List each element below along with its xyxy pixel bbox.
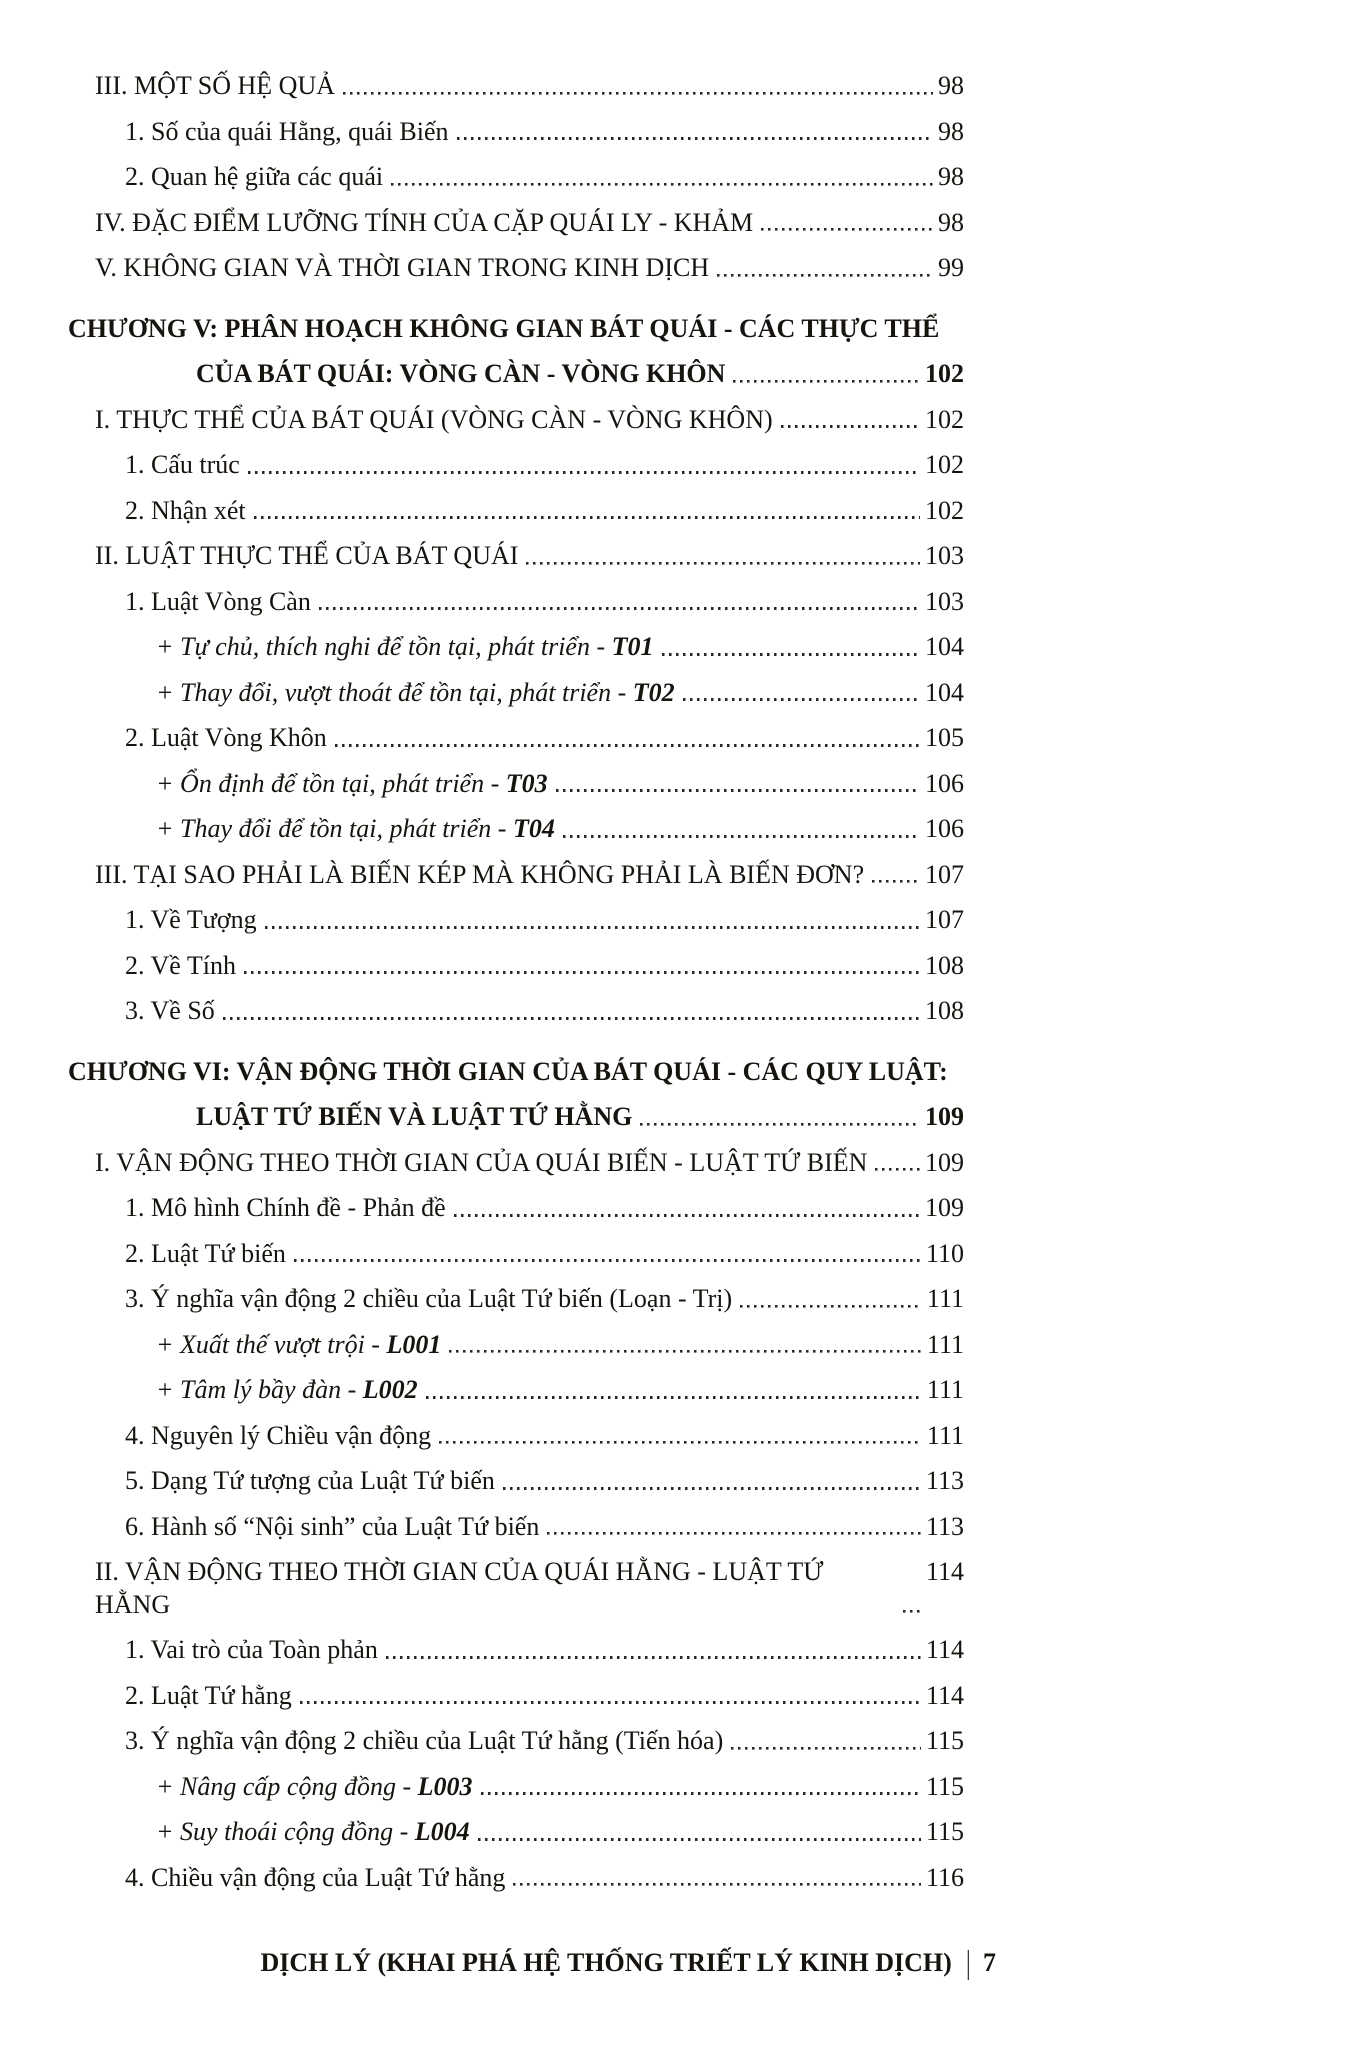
toc-entry (68, 116, 964, 149)
toc-leader-dots (717, 274, 933, 277)
toc-entry (68, 1238, 964, 1271)
toc-leader-dots (662, 653, 920, 656)
toc-entry-label: CỦA BÁT QUÁI: VÒNG CÀN - VÒNG KHÔN (196, 359, 726, 388)
toc-leader-dots (481, 1792, 921, 1795)
toc-entry-code: L003 (417, 1771, 473, 1801)
toc-list (68, 70, 964, 1907)
toc-entry (68, 677, 964, 710)
toc-entry-label: + Ổn định để tồn tại, phát triển - T03 (156, 768, 548, 798)
toc-entry (68, 813, 964, 846)
toc-leader-dots (872, 880, 920, 883)
toc-leader-dots (343, 92, 933, 95)
toc-entry-label: CHƯƠNG VI: VẬN ĐỘNG THỜI GIAN CỦA BÁT QUÁI - CÁC QUY LUẬT: (68, 1056, 948, 1086)
toc-entry (68, 768, 964, 801)
toc-page-number: 99 (938, 253, 964, 282)
toc-page-number: 102 (925, 404, 964, 434)
toc-entry (68, 1147, 964, 1180)
toc-leader-dots (761, 228, 933, 231)
toc-page-number: 102 (925, 359, 964, 388)
toc-entry-label: II. LUẬT THỰC THỂ CỦA BÁT QUÁI (95, 541, 519, 570)
toc-entry (68, 995, 964, 1028)
toc-leader-dots (740, 1305, 922, 1308)
toc-leader-dots (556, 789, 920, 792)
footer-book-title: DỊCH LÝ (KHAI PHÁ HỆ THỐNG TRIẾT LÝ KINH DỊCH) (260, 1948, 952, 1977)
toc-page-number: 116 (925, 1862, 964, 1892)
toc-leader-dots (903, 1610, 921, 1613)
toc-entry (68, 1329, 964, 1362)
toc-entry (68, 161, 964, 194)
toc-entry (68, 449, 964, 482)
toc-entry-code: T02 (632, 677, 675, 707)
toc-entry (68, 1192, 964, 1225)
toc-page-number: 102 (925, 450, 964, 479)
toc-entry-label: 2. Luật Tứ hằng (125, 1680, 292, 1710)
toc-entry (68, 1056, 964, 1089)
toc-entry-label: LUẬT TỨ BIẾN VÀ LUẬT TỨ HẰNG (196, 1102, 633, 1131)
toc-entry (68, 1816, 964, 1849)
toc-entry (68, 1101, 964, 1134)
toc-leader-dots (248, 471, 920, 474)
toc-entry-label: II. VẬN ĐỘNG THEO THỜI GIAN CỦA QUÁI HẰNG - LUẬT TỨ HẰNG (95, 1557, 830, 1619)
toc-leader-dots (563, 835, 920, 838)
toc-entry-code: L004 (414, 1817, 470, 1846)
toc-page-number: 98 (938, 71, 964, 100)
toc-entry (68, 495, 964, 528)
toc-leader-dots (386, 1656, 921, 1659)
toc-page-number: 108 (925, 996, 964, 1025)
toc-entry (68, 1725, 964, 1758)
toc-entry (68, 1465, 964, 1498)
toc-entry (68, 1556, 964, 1621)
toc-leader-dots (457, 137, 934, 140)
toc-entry-label: 2. Nhận xét (125, 495, 246, 525)
toc-leader-dots (503, 1487, 921, 1490)
toc-entry-label: + Thay đổi để tồn tại, phát triển - T04 (156, 814, 555, 843)
toc-page-number: 104 (925, 677, 964, 707)
toc-page-number: 111 (926, 1420, 964, 1450)
toc-page-number: 109 (925, 1147, 964, 1177)
toc-leader-dots (513, 1883, 921, 1886)
toc-leader-dots (223, 1017, 920, 1020)
toc-entry-label: + Thay đổi, vượt thoát để tồn tại, phát triển - T02 (156, 677, 675, 707)
toc-page-number: 115 (925, 1771, 964, 1801)
toc-entry-label: + Suy thoái cộng đồng - L004 (156, 1817, 470, 1846)
toc-entry (68, 631, 964, 664)
toc-leader-dots (640, 1123, 920, 1126)
toc-entry (68, 1283, 964, 1316)
toc-entry-label: + Nâng cấp cộng đồng - L003 (156, 1771, 473, 1801)
toc-entry-code: T01 (611, 632, 654, 661)
toc-page-number: 103 (925, 586, 964, 616)
toc-leader-dots (335, 744, 920, 747)
toc-entry-label: 5. Dạng Tứ tượng của Luật Tứ biến (125, 1466, 495, 1495)
toc-entry-label: 1. Luật Vòng Càn (125, 586, 311, 616)
toc-leader-dots (439, 1441, 922, 1444)
toc-leader-dots (300, 1701, 921, 1704)
toc-entry-label: IV. ĐẶC ĐIỂM LƯỠNG TÍNH CỦA CẶP QUÁI LY - KHẢM (95, 207, 754, 237)
toc-leader-dots (449, 1350, 922, 1353)
toc-page-number: 109 (925, 1102, 964, 1131)
toc-entry (68, 1511, 964, 1544)
toc-entry (68, 904, 964, 937)
toc-page-number: 111 (926, 1329, 964, 1359)
toc-page-number: 106 (925, 814, 964, 843)
toc-leader-dots (731, 1747, 921, 1750)
toc-page-number: 111 (926, 1284, 964, 1313)
toc-page-number: 107 (925, 859, 964, 889)
toc-entry (68, 70, 964, 103)
toc-entry (68, 950, 964, 983)
toc-page-number: 113 (925, 1511, 964, 1541)
toc-entry (68, 1680, 964, 1713)
toc-entry (68, 859, 964, 892)
toc-leader-dots (244, 971, 920, 974)
toc-entry-label: 3. Ý nghĩa vận động 2 chiều của Luật Tứ hằng (Tiến hóa) (125, 1726, 724, 1755)
toc-entry-label: 4. Nguyên lý Chiều vận động (125, 1420, 432, 1450)
toc-leader-dots (454, 1214, 920, 1217)
toc-entry (68, 722, 964, 755)
toc-entry-label: V. KHÔNG GIAN VÀ THỜI GIAN TRONG KINH DỊCH (95, 253, 710, 282)
toc-leader-dots (319, 607, 920, 610)
toc-entry-code: L001 (386, 1329, 442, 1359)
toc-entry-label: + Xuất thế vượt trội - L001 (156, 1329, 442, 1359)
toc-leader-dots (391, 183, 933, 186)
toc-entry-label: 2. Về Tính (125, 950, 236, 980)
toc-page-number: 107 (925, 905, 964, 934)
toc-entry-label: I. THỰC THỂ CỦA BÁT QUÁI (VÒNG CÀN - VÒNG KHÔN) (95, 404, 773, 434)
toc-leader-dots (294, 1259, 921, 1262)
toc-page-number: 103 (925, 541, 964, 570)
toc-entry-label: 6. Hành số “Nội sinh” của Luật Tứ biến (125, 1511, 540, 1541)
toc-entry-code: T03 (505, 768, 548, 798)
toc-leader-dots (478, 1838, 921, 1841)
toc-leader-dots (733, 380, 920, 383)
toc-leader-dots (254, 516, 920, 519)
toc-entry-label: + Tâm lý bầy đàn - L002 (156, 1375, 418, 1404)
toc-page-number: 98 (938, 116, 964, 146)
toc-page-number: 113 (925, 1466, 964, 1495)
toc-entry-label: III. MỘT SỐ HỆ QUẢ (95, 71, 336, 100)
toc-entry-label: 1. Mô hình Chính đề - Phản đề (125, 1193, 446, 1222)
toc-page-number: 115 (925, 1726, 964, 1755)
toc-page-number: 102 (925, 495, 964, 525)
toc-entry (68, 1374, 964, 1407)
toc-entry-label: 1. Số của quái Hằng, quái Biến (125, 116, 449, 146)
toc-leader-dots (265, 926, 920, 929)
toc-page-number: 108 (925, 950, 964, 980)
toc-leader-dots (526, 562, 920, 565)
toc-entry-code: T04 (512, 814, 555, 843)
toc-leader-dots (426, 1396, 922, 1399)
toc-entry-label: 1. Về Tượng (125, 905, 257, 934)
toc-entry (68, 207, 964, 240)
toc-entry (68, 358, 964, 391)
toc-page-number: 109 (925, 1193, 964, 1222)
footer-separator: | (965, 1944, 971, 1981)
toc-entry-label: 2. Luật Vòng Khôn (125, 723, 327, 752)
page-footer (68, 1944, 996, 1981)
toc-entry-label: 1. Vai trò của Toàn phản (125, 1635, 378, 1664)
toc-entry-label: + Tự chủ, thích nghi để tồn tại, phát triển - T01 (156, 632, 654, 661)
toc-entry (68, 404, 964, 437)
toc-entry-code: L002 (362, 1375, 418, 1404)
toc-page-number: 110 (925, 1238, 964, 1268)
toc-leader-dots (875, 1168, 920, 1171)
toc-page-number: 115 (925, 1817, 964, 1846)
toc-entry (68, 1634, 964, 1667)
toc-entry (68, 540, 964, 573)
toc-entry (68, 252, 964, 285)
toc-page-number: 114 (925, 1557, 964, 1586)
toc-entry (68, 1771, 964, 1804)
toc-page-number: 111 (926, 1375, 964, 1404)
toc-entry-label: I. VẬN ĐỘNG THEO THỜI GIAN CỦA QUÁI BIẾN - LUẬT TỨ BIẾN (95, 1147, 868, 1177)
toc-page-number: 98 (938, 162, 964, 191)
toc-page-number: 114 (925, 1635, 964, 1664)
toc-entry-label: 4. Chiều vận động của Luật Tứ hằng (125, 1862, 506, 1892)
toc-page-number: 105 (925, 723, 964, 752)
toc-page-number: 114 (925, 1680, 964, 1710)
toc-leader-dots (547, 1532, 921, 1535)
toc-entry-label: 3. Về Số (125, 996, 215, 1025)
toc-leader-dots (781, 425, 920, 428)
toc-page-number: 106 (925, 768, 964, 798)
toc-entry-label: CHƯƠNG V: PHÂN HOẠCH KHÔNG GIAN BÁT QUÁI - CÁC THỰC THỂ (68, 313, 940, 343)
toc-entry-label: 3. Ý nghĩa vận động 2 chiều của Luật Tứ biến (Loạn - Trị) (125, 1284, 733, 1313)
footer-page-number: 7 (983, 1948, 996, 1977)
toc-entry-label: III. TẠI SAO PHẢI LÀ BIẾN KÉP MÀ KHÔNG PHẢI LÀ BIẾN ĐƠN? (95, 859, 865, 889)
toc-entry (68, 1862, 964, 1895)
toc-page-number: 98 (938, 207, 964, 237)
toc-entry (68, 313, 964, 346)
toc-entry-label: 2. Luật Tứ biến (125, 1238, 286, 1268)
toc-entry (68, 586, 964, 619)
toc-entry-label: 2. Quan hệ giữa các quái (125, 162, 384, 191)
toc-entry-label: 1. Cấu trúc (125, 450, 240, 479)
toc-entry (68, 1420, 964, 1453)
toc-leader-dots (683, 698, 920, 701)
toc-page-number: 104 (925, 632, 964, 661)
